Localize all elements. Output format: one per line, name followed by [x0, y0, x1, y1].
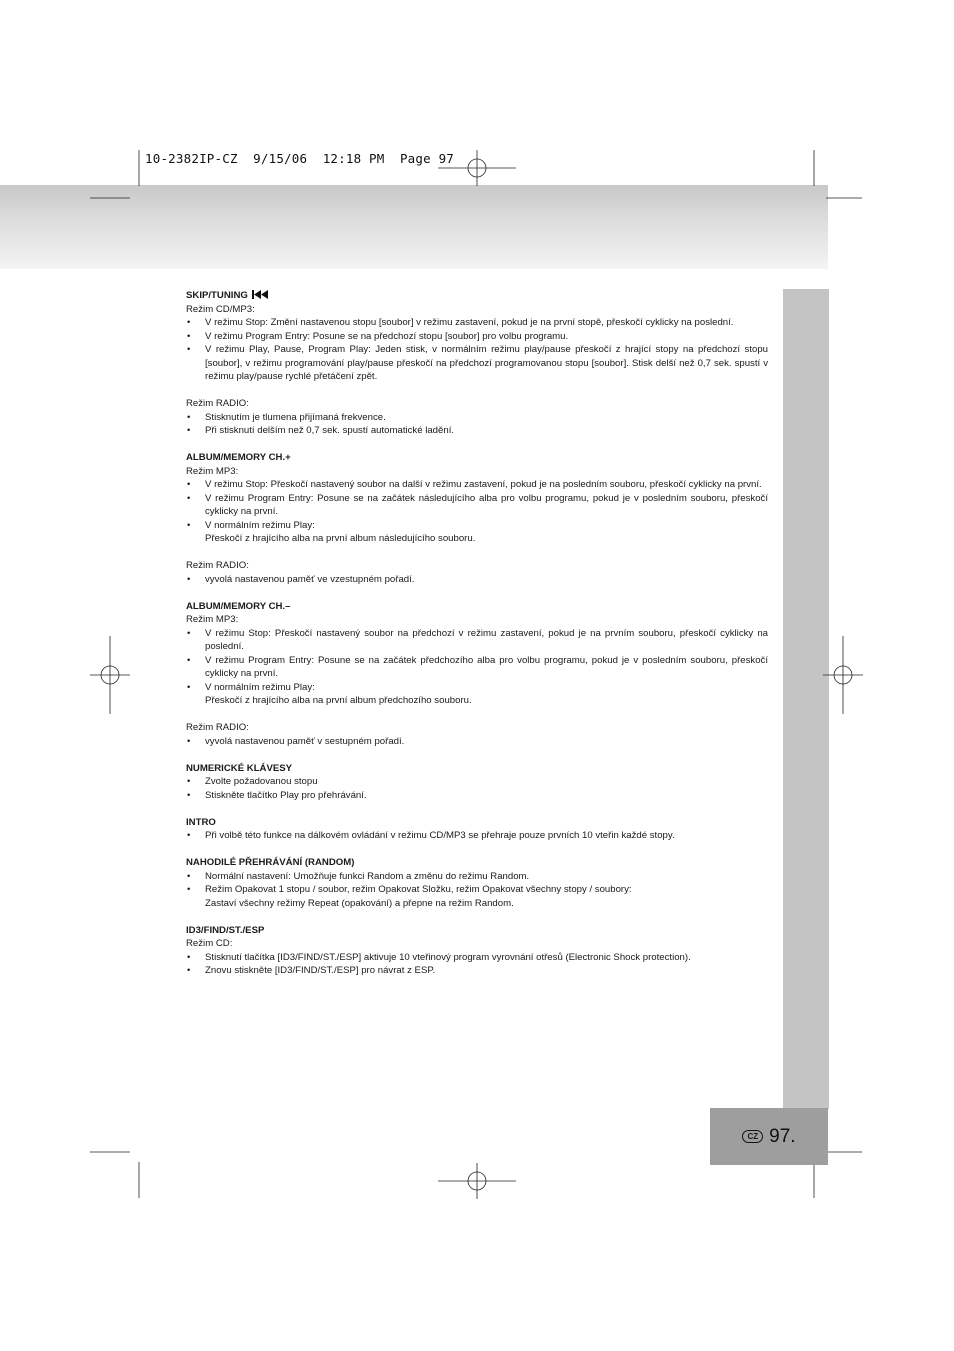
list-item-subtext: Zastaví všechny režimy Repeat (opakování) a přepne na režim Random. — [205, 897, 514, 909]
list-item-text: V režimu Program Entry: Posune se na začátek předchozího alba pro volbu programu, pokud je v posledním souboru, přeskočí cyklicky na první. — [205, 654, 768, 679]
mode-label: Režim RADIO: — [186, 722, 249, 733]
list-item-text: Znovu stiskněte [ID3/FIND/ST./ESP] pro návrat z ESP. — [205, 965, 436, 976]
list-item-text: V režimu Program Entry: Posune se na předchozí stopu [soubor] pro volbu programu. — [205, 330, 569, 342]
list-item — [186, 424, 768, 438]
manual-section — [186, 289, 768, 438]
mode-group — [186, 303, 768, 384]
list-item-subtext: Přeskočí z hrajícího alba na první album následujícího souboru. — [205, 533, 476, 544]
mode-group — [186, 775, 768, 802]
section-title — [186, 816, 768, 830]
list-item — [186, 870, 768, 884]
manual-section — [186, 924, 768, 978]
mode-group — [186, 829, 768, 843]
mode-group — [186, 465, 768, 546]
list-item — [186, 775, 768, 789]
bullet-list — [186, 735, 768, 749]
list-item — [186, 627, 768, 654]
manual-content — [186, 289, 768, 991]
bullet-list — [186, 775, 768, 802]
list-item-text: vyvolá nastavenou paměť ve vzestupném pořadí. — [205, 573, 415, 585]
mode-label: Režim MP3: — [186, 465, 239, 477]
list-item — [186, 478, 768, 492]
list-item-subtext: Přeskočí z hrajícího alba na první album předchozího souboru. — [205, 695, 472, 706]
list-item-text: V režimu Play, Pause, Program Play: Jeden stisk, v normálním režimu play/pause přeskočí z hrající stopy na předchozí stopu [soubor], v režimu programování play/pause přeskočí na předchozí programovanou stopu [soubor]. Stisk delší než 0,7 sek. spustí v režimu play/pause rychlé přetáčení zpět. — [205, 344, 768, 382]
page-number: 97. — [769, 1125, 796, 1147]
section-title — [186, 856, 768, 870]
section-title-text: INTRO — [186, 816, 216, 828]
bullet-list — [186, 411, 768, 438]
list-item-text: Stiskněte tlačítko Play pro přehrávání. — [205, 789, 367, 801]
list-item-text: V režimu Stop: Změní nastavenou stopu [soubor] v režimu zastavení, pokud je na první stopě, přeskočí cyklicky na poslední. — [205, 317, 734, 328]
list-item — [186, 829, 768, 843]
section-title-text: NUMERICKÉ KLÁVESY — [186, 762, 293, 774]
manual-section — [186, 600, 768, 749]
mode-group — [186, 721, 768, 748]
bullet-list — [186, 870, 768, 911]
mode-label: Režim RADIO: — [186, 398, 249, 409]
list-item-text: Při volbě této funkce na dálkovém ovládání v režimu CD/MP3 se přehraje pouze prvních 10 vteřin každé stopy. — [205, 830, 675, 841]
list-item — [186, 573, 768, 587]
list-item-text: V režimu Stop: Přeskočí nastavený soubor na další v režimu zastavení, pokud je na posledním souboru, přeskočí cyklicky na první. — [205, 479, 762, 490]
section-title — [186, 451, 768, 465]
list-item — [186, 316, 768, 330]
list-item-text: Při stisknutí delším než 0,7 sek. spustí automatické ladění. — [205, 425, 455, 436]
mode-label: Režim RADIO: — [186, 560, 249, 571]
manual-section — [186, 451, 768, 586]
list-item — [186, 654, 768, 681]
list-item-text: V normálním režimu Play: — [205, 519, 315, 531]
section-title-text: SKIP/TUNING — [186, 290, 248, 301]
mode-group — [186, 870, 768, 911]
list-item — [186, 964, 768, 978]
list-item — [186, 343, 768, 384]
mode-label: Režim MP3: — [186, 614, 239, 625]
list-item — [186, 681, 768, 708]
manual-section — [186, 856, 768, 910]
list-item — [186, 492, 768, 519]
list-item — [186, 789, 768, 803]
list-item — [186, 519, 768, 546]
manual-section — [186, 816, 768, 843]
list-item — [186, 883, 768, 910]
section-title-text: ALBUM/MEMORY CH.– — [186, 600, 291, 612]
mode-label: Režim CD: — [186, 938, 233, 949]
list-item-text: Stisknutím je tlumena přijímaná frekvence. — [205, 411, 386, 423]
list-item-text: Normální nastavení: Umožňuje funkci Random a změnu do režimu Random. — [205, 870, 530, 882]
section-title — [186, 762, 768, 776]
list-item — [186, 330, 768, 344]
list-item-text: Stisknutí tlačítka [ID3/FIND/ST./ESP] aktivuje 10 vteřinový program vyrovnání otřesů (Electronic Shock protection). — [205, 951, 691, 963]
bullet-list — [186, 316, 768, 384]
list-item-text: Režim Opakovat 1 stopu / soubor, režim Opakovat Složku, režim Opakovat všechny stopy / soubory: — [205, 884, 632, 895]
bullet-list — [186, 627, 768, 708]
section-title — [186, 289, 768, 303]
page-number-box — [710, 1108, 828, 1165]
mode-group — [186, 397, 768, 438]
section-title — [186, 924, 768, 938]
bullet-list — [186, 573, 768, 587]
section-title — [186, 600, 768, 614]
list-item — [186, 411, 768, 425]
list-item-text: V režimu Program Entry: Posune se na začátek následujícího alba pro volbu programu, pokud je v posledním souboru, přeskočí cyklicky na první. — [205, 492, 768, 517]
mode-group — [186, 613, 768, 708]
mode-group — [186, 937, 768, 978]
list-item — [186, 951, 768, 965]
list-item-text: vyvolá nastavenou paměť v sestupném pořadí. — [205, 735, 405, 747]
side-strip — [783, 289, 829, 1109]
header-band — [0, 185, 828, 269]
section-title-text: NAHODILÉ PŘEHRÁVÁNÍ (RANDOM) — [186, 857, 355, 868]
bullet-list — [186, 951, 768, 978]
print-slug: 10-2382IP-CZ 9/15/06 12:18 PM Page 97 — [145, 151, 455, 166]
bullet-list — [186, 829, 768, 843]
list-item-text: V normálním režimu Play: — [205, 681, 315, 693]
manual-section — [186, 762, 768, 803]
section-title-text: ID3/FIND/ST./ESP — [186, 924, 265, 936]
mode-label: Režim CD/MP3: — [186, 303, 255, 315]
mode-group — [186, 559, 768, 586]
section-title-text: ALBUM/MEMORY CH.+ — [186, 452, 291, 463]
language-badge: CZ — [742, 1130, 763, 1143]
skip-back-icon — [252, 290, 268, 299]
bullet-list — [186, 478, 768, 546]
list-item — [186, 735, 768, 749]
list-item-text: V režimu Stop: Přeskočí nastavený soubor na předchozí v režimu zastavení, pokud je na prvním souboru, přeskočí cyklicky na poslední. — [205, 627, 768, 652]
list-item-text: Zvolte požadovanou stopu — [205, 776, 318, 787]
